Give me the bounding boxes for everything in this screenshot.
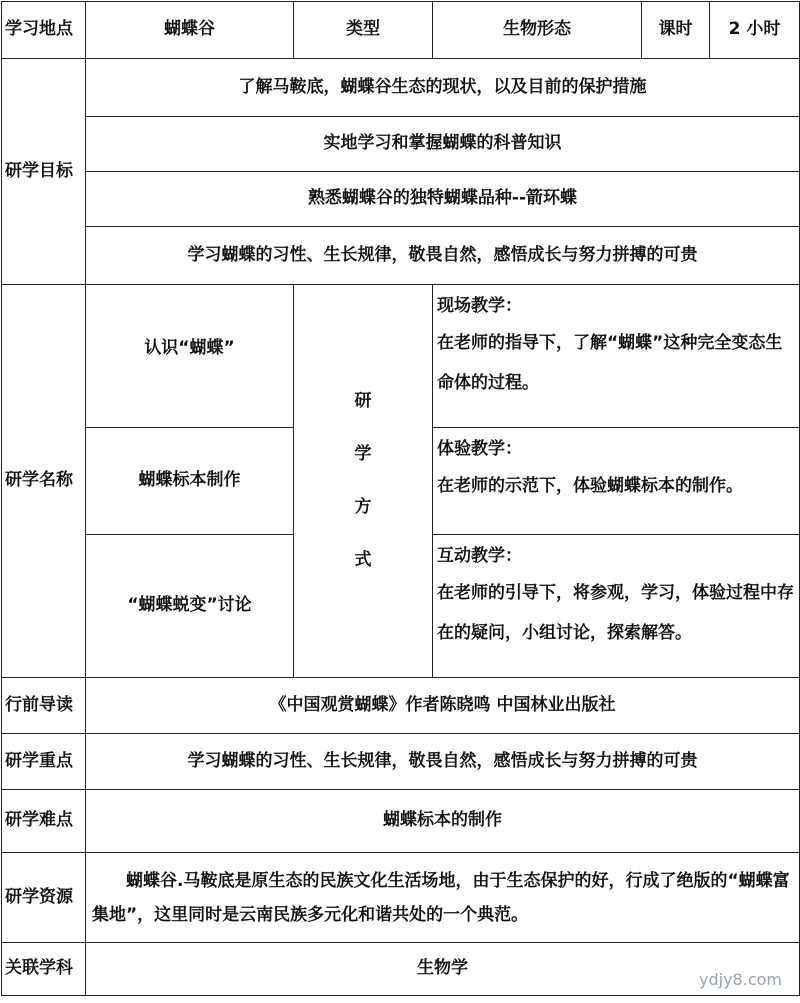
goals-label: 研学目标 xyxy=(2,59,86,285)
study-name: 蝴蝶标本制作 xyxy=(86,428,294,535)
difficulty-label: 研学难点 xyxy=(2,790,86,853)
study-plan-table xyxy=(1,1,800,996)
method-cell xyxy=(433,535,800,678)
goal-item: 了解马鞍底，蝴蝶谷生态的现状，以及目前的保护措施 xyxy=(86,59,800,117)
study-name-row xyxy=(2,285,800,428)
method-label-char: 方 xyxy=(354,497,372,517)
focus-value: 学习蝴蝶的习性、生长规律，敬畏自然，感悟成长与努力拼搏的可贵 xyxy=(86,734,800,790)
names-label: 研学名称 xyxy=(2,285,86,678)
method-title: 现场教学： xyxy=(437,296,522,316)
goal-row xyxy=(2,227,800,285)
goal-row xyxy=(2,59,800,117)
type-value: 生物形态 xyxy=(433,2,642,59)
type-label: 类型 xyxy=(294,2,433,59)
place-label: 学习地点 xyxy=(2,2,86,59)
method-label-char: 式 xyxy=(354,550,372,570)
method-title: 互动教学： xyxy=(437,546,522,566)
goal-row xyxy=(2,172,800,227)
method-title: 体验教学： xyxy=(437,439,522,459)
difficulty-value: 蝴蝶标本的制作 xyxy=(86,790,800,853)
header-row xyxy=(2,2,800,59)
method-text: 在老师的指导下，了解“蝴蝶”这种完全变态生命体的过程。 xyxy=(437,333,783,393)
resources-label: 研学资源 xyxy=(2,853,86,943)
goal-row xyxy=(2,117,800,172)
difficulty-row xyxy=(2,790,800,853)
subject-row xyxy=(2,943,800,996)
resources-row xyxy=(2,853,800,943)
reading-value: 《中国观赏蝴蝶》作者陈晓鸣 中国林业出版社 xyxy=(86,678,800,734)
focus-label: 研学重点 xyxy=(2,734,86,790)
subject-label: 关联学科 xyxy=(2,943,86,996)
subject-value: 生物学 xyxy=(86,943,800,996)
reading-row xyxy=(2,678,800,734)
watermark: ydjy8.com xyxy=(699,970,782,989)
place-value: 蝴蝶谷 xyxy=(86,2,294,59)
method-text: 在老师的示范下，体验蝴蝶标本的制作。 xyxy=(437,476,743,496)
study-name: 认识“蝴蝶” xyxy=(86,285,294,428)
method-text: 在老师的引导下，将参观，学习，体验过程中存在的疑问，小组讨论，探索解答。 xyxy=(437,583,794,643)
resources-value: 蝴蝶谷.马鞍底是原生态的民族文化生活场地，由于生态保护的好，行成了绝版的“蝴蝶富集地”，这里同时是云南民族多元化和谐共处的一个典范。 xyxy=(86,853,800,943)
hours-value: 2 小时 xyxy=(710,2,800,59)
goal-item: 实地学习和掌握蝴蝶的科普知识 xyxy=(86,117,800,172)
study-name: “蝴蝶蜕变”讨论 xyxy=(86,535,294,678)
focus-row xyxy=(2,734,800,790)
goal-item: 学习蝴蝶的习性、生长规律，敬畏自然，感悟成长与努力拼搏的可贵 xyxy=(86,227,800,285)
hours-label: 课时 xyxy=(642,2,710,59)
method-cell xyxy=(433,285,800,428)
goal-item: 熟悉蝴蝶谷的独特蝴蝶品种--箭环蝶 xyxy=(86,172,800,227)
method-cell xyxy=(433,428,800,535)
reading-label: 行前导读 xyxy=(2,678,86,734)
method-label-char: 研 xyxy=(354,391,372,411)
method-label-char: 学 xyxy=(354,444,372,464)
method-label xyxy=(294,285,433,678)
